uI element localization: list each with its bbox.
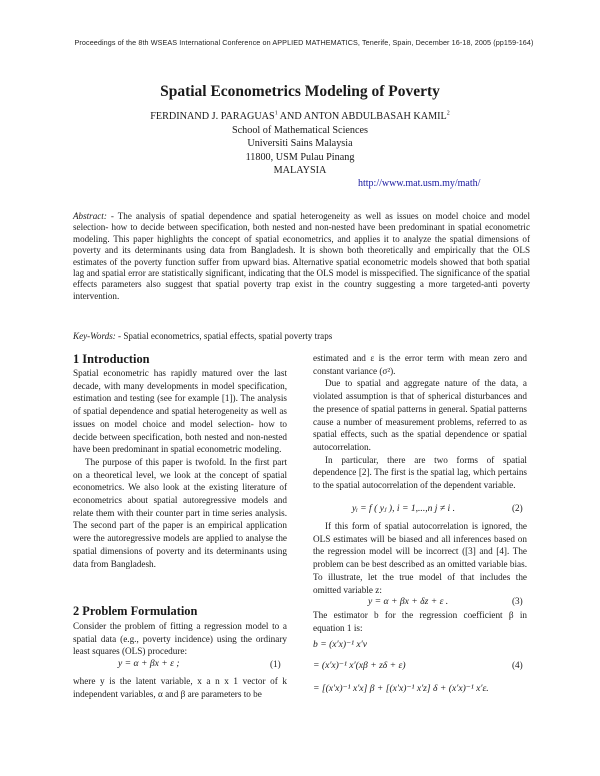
author-2-mark: 2 — [446, 110, 450, 117]
intro-paragraph-2: The purpose of this paper is twofold. In the first part on a theoretical level, we look at the concept of spatial econometrics. We also look at the existing literature of econometrics about spatial autoregressive models and relate them with their counter part in time series analysis. The second part of the paper is an empirical application were the autoregressive models are applied to analyse the spatial dimensions of poverty and its determinants using data from Bangladesh. — [73, 456, 287, 569]
right-paragraph-5: The estimator b for the regression coefficient β in equation 1 is: — [313, 610, 527, 633]
section-2-body: where y is the latent variable, x a n x 1 vector of k independent variables, α and β are parameters to be — [73, 676, 287, 699]
right-paragraph-2: Due to spatial and aggregate nature of the data, a violated assumption is that of spherical disturbances and the presence of spatial patterns in general. Spatial patterns cause a number of measurement problems, referred to as spatial effects, such as the spatial dependence or spatial autocorrelation. — [313, 378, 527, 452]
right-paragraph-3: In particular, there are two forms of spatial dependence [2]. The first is the spatial lag, which pertains to the spatial autocorrelation of the dependent variable. — [313, 454, 527, 491]
equation-1-number: (1) — [270, 659, 281, 669]
section-1-heading: 1 Introduction — [73, 352, 150, 366]
equation-4-number: (4) — [512, 660, 523, 670]
website-link[interactable]: http://www.mat.usm.my/math/ — [358, 178, 481, 189]
paper-title: Spatial Econometrics Modeling of Poverty — [160, 83, 440, 100]
author-line — [100, 110, 500, 123]
affiliation-university: Universiti Sains Malaysia — [247, 138, 353, 149]
affiliation-address: 11800, USM Pulau Pinang — [245, 152, 355, 163]
section-2-heading: 2 Problem Formulation — [73, 604, 198, 618]
equation-4-line-1: b = (x′x)⁻¹ x′v — [313, 639, 368, 650]
author-1: FERDINAND J. PARAGUAS — [150, 111, 275, 122]
right-column-body — [313, 352, 527, 492]
running-header: Proceedings of the 8th WSEAS International Conference on APPLIED MATHEMATICS, Tenerife, Spain, December 16-18, 2005 (pp159-164) — [74, 38, 534, 47]
affiliation-country: MALAYSIA — [273, 165, 327, 176]
abstract-text: - The analysis of spatial dependence and spatial heterogeneity as well as issues on model choice and model selection- how to decide between specification, both nested and non-nested have been predominant in spatial econometric modeling. This paper highlights the concept of spatial econometrics, and applies it to analyze the spatial dimensions of poverty and its determinants using data from Bangladesh. It is shown both theoretically and empirically that the OLS estimates of the poverty function suffer from upward bias. Alternative spatial econometric models showed that both spatial lag and spatial error are statistically significant, indicating that the OLS model is misspecified. The significance of the spatial effects parameters also suggest that spatial poverty trap exist in the country suggesting a more targeted-anti poverty intervention. — [73, 211, 530, 301]
right-paragraph-1: estimated and ε is the error term with mean zero and constant variance (σ²). — [313, 353, 527, 376]
equation-4-line-3: = [(x′x)⁻¹ x′x] β + [(x′x)⁻¹ x′z] δ + (x′x)⁻¹ x′ε. — [313, 683, 489, 694]
section-1-body — [73, 367, 287, 570]
equation-3: y = α + βx + δz + ε . — [368, 596, 449, 607]
author-conj: AND ANTON ABDULBASAH KAMIL — [277, 111, 447, 122]
intro-paragraph-1: Spatial econometric has rapidly matured over the last decade, with many developments in model specification, estimation and testing (see for example [1]). The analysis of spatial dependence and spatial heterogeneity as well as issues on model choice and model selection- how to decide between specification, both nested and non-nested have been predominant in spatial econometric modeling. — [73, 368, 287, 455]
keywords — [73, 331, 530, 341]
equation-4-line-2: = (x′x)⁻¹ x′(xβ + zδ + ε) — [313, 660, 406, 671]
author-1-mark: 1 — [274, 110, 278, 117]
keywords-text: - Spatial econometrics, spatial effects, spatial poverty traps — [115, 331, 333, 341]
keywords-label: Key-Words: — [73, 331, 116, 341]
abstract — [73, 211, 530, 302]
abstract-label: Abstract: — [73, 211, 107, 221]
equation-1: y = α + βx + ε ; — [118, 658, 180, 669]
section-2-intro: Consider the problem of fitting a regression model to a spatial data (e.g., poverty incidence) using the ordinary least squares (OLS) procedure: — [73, 621, 287, 657]
equation-2-number: (2) — [512, 503, 523, 513]
equation-3-number: (3) — [512, 596, 523, 606]
right-paragraph-4: If this form of spatial autocorrelation is ignored, the OLS estimates will be biased and all inferences based on the regression model will be incorrect ([3] and [4]. The problem can be best described as an omitted variable bias. To illustrate, let the true model of that includes the omitted variable z: — [313, 521, 527, 595]
affiliation-school: School of Mathematical Sciences — [231, 125, 369, 136]
equation-2: yᵢ = f ( yⱼ ), i = 1,...,n j ≠ i . — [352, 503, 455, 514]
